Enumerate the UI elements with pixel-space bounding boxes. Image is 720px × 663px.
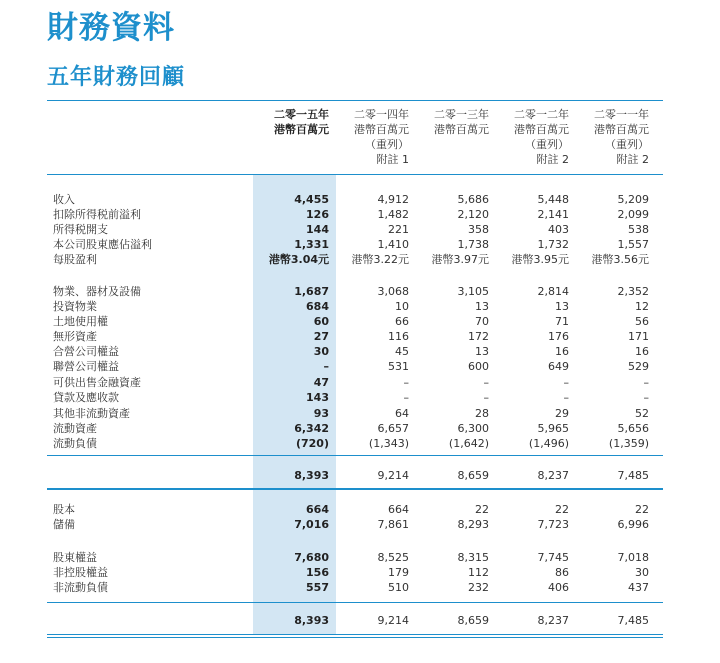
row-label: 流動資產 — [53, 422, 97, 435]
table-row — [0, 284, 720, 299]
table-row — [0, 344, 720, 359]
table-cell: – — [483, 376, 489, 389]
subtotal-rule — [47, 455, 663, 456]
table-cell: 144 — [306, 223, 329, 236]
table-row — [0, 517, 720, 532]
table-cell: 16 — [635, 345, 649, 358]
table-cell: 47 — [313, 376, 329, 389]
table-cell: 64 — [395, 407, 409, 420]
row-label: 合營公司權益 — [53, 345, 119, 358]
header-bottom-rule — [47, 174, 663, 175]
total-rule — [47, 488, 663, 490]
table-cell: 2,099 — [617, 208, 649, 221]
table-cell: 1,687 — [294, 285, 329, 298]
table-cell: 1,331 — [294, 238, 329, 251]
table-row — [0, 580, 720, 595]
table-cell: 172 — [468, 330, 489, 343]
table-cell: 93 — [313, 407, 329, 420]
table-cell: 22 — [555, 503, 569, 516]
table-cell: 7,485 — [617, 614, 649, 627]
table-cell: 4,455 — [294, 193, 329, 206]
table-cell: 港幣3.22元 — [351, 253, 409, 266]
table-cell: – — [323, 360, 329, 373]
total-double-rule — [47, 634, 663, 638]
table-cell: 8,393 — [294, 469, 329, 482]
table-cell: 2,120 — [457, 208, 489, 221]
row-label: 所得税開支 — [53, 223, 108, 236]
table-cell: 143 — [306, 391, 329, 404]
table-cell: 8,315 — [457, 551, 489, 564]
table-cell: 8,659 — [457, 469, 489, 482]
page-title: 財務資料 — [47, 10, 175, 46]
row-label: 貸款及應收款 — [53, 391, 119, 404]
total-row — [0, 468, 720, 483]
table-cell: 358 — [468, 223, 489, 236]
table-cell: 156 — [306, 566, 329, 579]
table-cell: 1,482 — [377, 208, 409, 221]
table-cell: 221 — [388, 223, 409, 236]
row-label: 收入 — [53, 193, 75, 206]
table-row — [0, 375, 720, 390]
table-row — [0, 314, 720, 329]
table-cell: 22 — [635, 503, 649, 516]
table-cell: (1,642) — [448, 437, 489, 450]
row-label: 物業、器材及設備 — [53, 285, 141, 298]
table-cell: 6,300 — [457, 422, 489, 435]
row-label: 股本 — [53, 503, 75, 516]
table-cell: – — [403, 376, 409, 389]
table-cell: 7,680 — [294, 551, 329, 564]
table-cell: 649 — [548, 360, 569, 373]
table-cell: – — [643, 376, 649, 389]
table-cell: 8,659 — [457, 614, 489, 627]
table-cell: 70 — [475, 315, 489, 328]
table-cell: 664 — [306, 503, 329, 516]
table-cell: – — [563, 376, 569, 389]
row-label: 土地使用權 — [53, 315, 108, 328]
table-row — [0, 565, 720, 580]
table-cell: 7,018 — [617, 551, 649, 564]
table-cell: 港幣3.97元 — [431, 253, 489, 266]
table-row — [0, 436, 720, 451]
table-cell: 5,448 — [537, 193, 569, 206]
table-cell: 56 — [635, 315, 649, 328]
table-cell: 179 — [388, 566, 409, 579]
table-cell: 7,861 — [377, 518, 409, 531]
table-cell: 112 — [468, 566, 489, 579]
column-header-2013: 二零一三年 港幣百萬元 — [434, 108, 489, 136]
row-label: 非流動負債 — [53, 581, 108, 594]
table-row — [0, 207, 720, 222]
table-cell: 6,342 — [294, 422, 329, 435]
table-cell: 437 — [628, 581, 649, 594]
table-cell: 3,105 — [457, 285, 489, 298]
table-row — [0, 252, 720, 267]
table-row — [0, 390, 720, 405]
row-label: 可供出售金融資產 — [53, 376, 141, 389]
table-cell: 171 — [628, 330, 649, 343]
table-cell: – — [403, 391, 409, 404]
table-row — [0, 406, 720, 421]
table-cell: 港幣3.04元 — [268, 253, 329, 266]
table-cell: 29 — [555, 407, 569, 420]
row-label: 本公司股東應佔溢利 — [53, 238, 152, 251]
table-cell: 86 — [555, 566, 569, 579]
table-cell: 27 — [313, 330, 329, 343]
column-header-2014: 二零一四年 港幣百萬元 （重列） 附註 1 — [354, 108, 409, 166]
table-cell: 529 — [628, 360, 649, 373]
table-cell: 557 — [306, 581, 329, 594]
table-cell: 1,557 — [617, 238, 649, 251]
table-cell: 13 — [555, 300, 569, 313]
table-cell: 8,393 — [294, 614, 329, 627]
table-cell: 5,209 — [617, 193, 649, 206]
table-row — [0, 329, 720, 344]
table-cell: 30 — [635, 566, 649, 579]
table-cell: (1,343) — [368, 437, 409, 450]
table-cell: 9,214 — [377, 469, 409, 482]
table-cell: 5,965 — [537, 422, 569, 435]
row-label: 投資物業 — [53, 300, 97, 313]
table-row — [0, 502, 720, 517]
column-header-2015: 二零一五年 港幣百萬元 — [274, 108, 329, 136]
table-cell: – — [563, 391, 569, 404]
row-label: 聯營公司權益 — [53, 360, 119, 373]
header-top-rule — [47, 100, 663, 101]
table-cell: 600 — [468, 360, 489, 373]
table-cell: 2,141 — [537, 208, 569, 221]
table-cell: 8,237 — [537, 614, 569, 627]
table-cell: 45 — [395, 345, 409, 358]
table-cell: 9,214 — [377, 614, 409, 627]
total-row — [0, 613, 720, 628]
table-cell: 2,814 — [537, 285, 569, 298]
table-cell: 22 — [475, 503, 489, 516]
table-cell: 港幣3.56元 — [591, 253, 649, 266]
row-label: 扣除所得税前溢利 — [53, 208, 141, 221]
table-row — [0, 359, 720, 374]
table-row — [0, 192, 720, 207]
table-row — [0, 550, 720, 565]
column-header-2011: 二零一一年 港幣百萬元 （重列） 附註 2 — [594, 108, 649, 166]
row-label: 儲備 — [53, 518, 75, 531]
table-cell: 510 — [388, 581, 409, 594]
subtotal-rule-2 — [47, 602, 663, 603]
table-cell: 538 — [628, 223, 649, 236]
row-label: 非控股權益 — [53, 566, 108, 579]
section-title: 五年財務回顧 — [47, 65, 186, 90]
table-cell: – — [643, 391, 649, 404]
table-cell: 176 — [548, 330, 569, 343]
table-row — [0, 299, 720, 314]
table-cell: (1,359) — [608, 437, 649, 450]
table-cell: 232 — [468, 581, 489, 594]
table-cell: 7,723 — [537, 518, 569, 531]
row-label: 流動負債 — [53, 437, 97, 450]
table-cell: 28 — [475, 407, 489, 420]
table-cell: 8,293 — [457, 518, 489, 531]
table-cell: 1,732 — [537, 238, 569, 251]
table-cell: 30 — [313, 345, 329, 358]
table-cell: 403 — [548, 223, 569, 236]
row-label: 其他非流動資產 — [53, 407, 130, 420]
row-label: 股東權益 — [53, 551, 97, 564]
table-cell: 5,686 — [457, 193, 489, 206]
table-cell: 406 — [548, 581, 569, 594]
table-cell: 8,237 — [537, 469, 569, 482]
table-cell: 684 — [306, 300, 329, 313]
table-cell: 66 — [395, 315, 409, 328]
table-cell: 7,485 — [617, 469, 649, 482]
column-header-2012: 二零一二年 港幣百萬元 （重列） 附註 2 — [514, 108, 569, 166]
table-cell: 13 — [475, 300, 489, 313]
table-row — [0, 237, 720, 252]
table-cell: 71 — [555, 315, 569, 328]
table-cell: 116 — [388, 330, 409, 343]
table-cell: 664 — [388, 503, 409, 516]
table-cell: 4,912 — [377, 193, 409, 206]
table-row — [0, 222, 720, 237]
table-cell: 16 — [555, 345, 569, 358]
table-cell: (1,496) — [528, 437, 569, 450]
table-cell: 1,410 — [377, 238, 409, 251]
table-cell: (720) — [295, 437, 329, 450]
table-cell: 12 — [635, 300, 649, 313]
table-cell: 3,068 — [377, 285, 409, 298]
table-cell: 52 — [635, 407, 649, 420]
table-cell: 10 — [395, 300, 409, 313]
table-cell: 8,525 — [377, 551, 409, 564]
table-cell: 60 — [313, 315, 329, 328]
table-cell: 7,016 — [294, 518, 329, 531]
table-cell: 1,738 — [457, 238, 489, 251]
row-label: 無形資產 — [53, 330, 97, 343]
table-cell: 531 — [388, 360, 409, 373]
table-row — [0, 421, 720, 436]
table-cell: 126 — [306, 208, 329, 221]
table-cell: 港幣3.95元 — [511, 253, 569, 266]
table-cell: 13 — [475, 345, 489, 358]
row-label: 每股盈利 — [53, 253, 97, 266]
table-cell: 5,656 — [617, 422, 649, 435]
table-cell: 2,352 — [617, 285, 649, 298]
table-cell: 7,745 — [537, 551, 569, 564]
table-cell: – — [483, 391, 489, 404]
table-cell: 6,996 — [617, 518, 649, 531]
table-cell: 6,657 — [377, 422, 409, 435]
